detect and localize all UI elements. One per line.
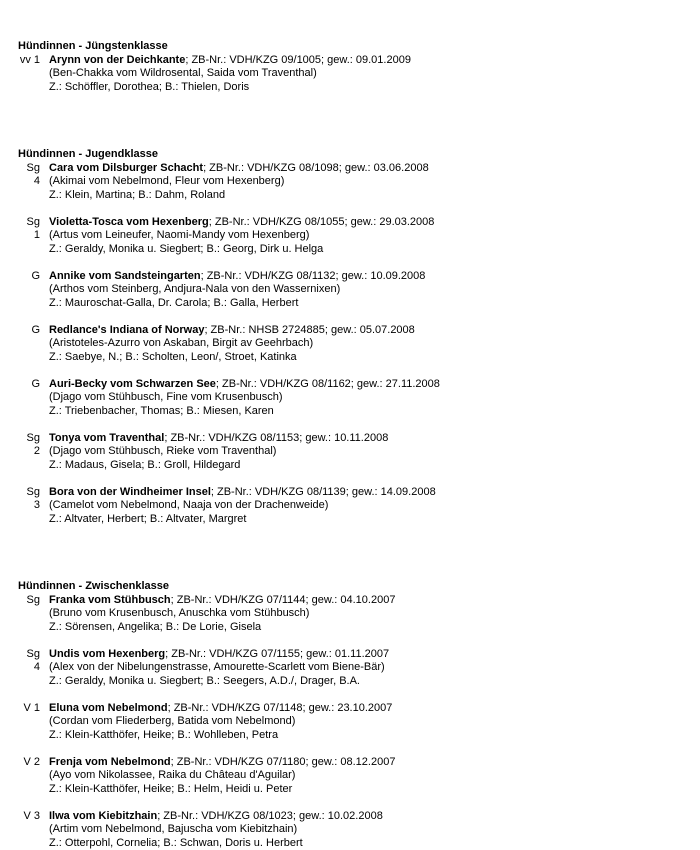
breeder-owner-line: Z.: Madaus, Gisela; B.: Groll, Hildegard bbox=[49, 458, 241, 471]
entry-main-line bbox=[49, 162, 688, 176]
dog-entry bbox=[18, 54, 688, 95]
dog-name: Arynn von der Deichkante bbox=[49, 53, 186, 66]
registration-details: ; ZB-Nr.: VDH/KZG 08/1098; gew.: 03.06.2008 bbox=[203, 161, 429, 174]
dog-name: Redlance's Indiana of Norway bbox=[49, 323, 205, 336]
registration-details: ; ZB-Nr.: VDH/KZG 09/1005; gew.: 09.01.2009 bbox=[185, 53, 411, 66]
breeder-owner-line: Z.: Otterpohl, Cornelia; B.: Schwan, Doris u. Herbert bbox=[49, 836, 303, 849]
breeder-owner-line: Z.: Altvater, Herbert; B.: Altvater, Margret bbox=[49, 512, 247, 525]
registration-details: ; ZB-Nr.: VDH/KZG 07/1155; gew.: 01.11.2007 bbox=[165, 647, 390, 660]
entry-main-line bbox=[49, 216, 688, 230]
registration-details: ; ZB-Nr.: VDH/KZG 07/1144; gew.: 04.10.2007 bbox=[170, 593, 396, 606]
dog-entry bbox=[18, 756, 688, 797]
registration-details: ; ZB-Nr.: NHSB 2724885; gew.: 05.07.2008 bbox=[204, 323, 415, 336]
registration-details: ; ZB-Nr.: VDH/KZG 08/1153; gew.: 10.11.2008 bbox=[164, 431, 389, 444]
registration-details: ; ZB-Nr.: VDH/KZG 08/1162; gew.: 27.11.2008 bbox=[215, 377, 440, 390]
breeder-owner-line: Z.: Geraldy, Monika u. Siegbert; B.: Georg, Dirk u. Helga bbox=[49, 242, 324, 255]
parents-line: (Ayo vom Nikolassee, Raika du Château d'Aguilar) bbox=[49, 769, 296, 781]
parents-line: (Artim vom Nebelmond, Bajuscha vom Kiebitzhain) bbox=[49, 823, 298, 835]
dog-name: Eluna vom Nebelmond bbox=[49, 701, 168, 714]
breeder-owner-line: Z.: Schöffler, Dorothea; B.: Thielen, Doris bbox=[49, 80, 250, 93]
entry-main-line bbox=[49, 378, 688, 392]
dog-name: Cara vom Dilsburger Schacht bbox=[49, 161, 204, 174]
dog-name: Annike vom Sandsteingarten bbox=[49, 269, 201, 282]
dog-name: Undis vom Hexenberg bbox=[49, 647, 166, 660]
parents-line: (Arthos vom Steinberg, Andjura-Nala von den Wassernixen) bbox=[49, 283, 341, 295]
dog-entry bbox=[18, 648, 688, 689]
dog-name: Violetta-Tosca vom Hexenberg bbox=[49, 215, 209, 228]
section-title: Hündinnen - Jugendklasse bbox=[18, 148, 158, 160]
class-section bbox=[18, 580, 688, 850]
dog-name: Auri-Becky vom Schwarzen See bbox=[49, 377, 216, 390]
grade-label: Sg 1 bbox=[26, 215, 40, 241]
grade-label: Sg 2 bbox=[26, 431, 40, 457]
grade-label: V 3 bbox=[23, 809, 40, 822]
parents-line: (Artus vom Leineufer, Naomi-Mandy vom Hexenberg) bbox=[49, 229, 310, 241]
parents-line: (Ben-Chakka vom Wildrosental, Saida vom Traventhal) bbox=[49, 67, 317, 79]
grade-label: V 2 bbox=[23, 755, 40, 768]
registration-details: ; ZB-Nr.: VDH/KZG 08/1132; gew.: 10.09.2008 bbox=[200, 269, 426, 282]
registration-details: ; ZB-Nr.: VDH/KZG 07/1180; gew.: 08.12.2007 bbox=[170, 755, 396, 768]
breeder-owner-line: Z.: Geraldy, Monika u. Siegbert; B.: Seegers, A.D./, Drager, B.A. bbox=[49, 674, 360, 687]
entry-main-line bbox=[49, 594, 688, 608]
entry-main-line bbox=[49, 486, 688, 500]
section-spacer bbox=[18, 526, 688, 580]
parents-line: (Akimai vom Nebelmond, Fleur vom Hexenberg) bbox=[49, 175, 285, 187]
dog-entry bbox=[18, 216, 688, 257]
entry-main-line bbox=[49, 756, 688, 770]
entry-main-line bbox=[49, 270, 688, 284]
parents-line: (Alex von der Nibelungenstrasse, Amourette-Scarlett vom Biene-Bär) bbox=[49, 661, 385, 673]
class-section bbox=[18, 148, 688, 526]
parents-line: (Cordan vom Fliederberg, Batida vom Nebelmond) bbox=[49, 715, 296, 727]
entry-main-line bbox=[49, 324, 688, 338]
grade-label: Sg bbox=[26, 593, 40, 606]
document-body bbox=[18, 40, 688, 850]
section-title: Hündinnen - Jüngstenklasse bbox=[18, 40, 168, 52]
dog-name: Tonya vom Traventhal bbox=[49, 431, 165, 444]
breeder-owner-line: Z.: Triebenbacher, Thomas; B.: Miesen, Karen bbox=[49, 404, 274, 417]
parents-line: (Bruno vom Krusenbusch, Anuschka vom Stühbusch) bbox=[49, 607, 310, 619]
registration-details: ; ZB-Nr.: VDH/KZG 08/1055; gew.: 29.03.2008 bbox=[208, 215, 435, 228]
entry-main-line bbox=[49, 54, 688, 68]
registration-details: ; ZB-Nr.: VDH/KZG 08/1139; gew.: 14.09.2008 bbox=[210, 485, 436, 498]
dog-entry bbox=[18, 432, 688, 473]
dog-name: Frenja vom Nebelmond bbox=[49, 755, 171, 768]
entry-main-line bbox=[49, 702, 688, 716]
dog-name: Bora von der Windheimer Insel bbox=[49, 485, 211, 498]
parents-line: (Djago vom Stühbusch, Rieke vom Traventhal) bbox=[49, 445, 277, 457]
dog-entry bbox=[18, 378, 688, 419]
breeder-owner-line: Z.: Mauroschat-Galla, Dr. Carola; B.: Galla, Herbert bbox=[49, 296, 299, 309]
dog-entry bbox=[18, 324, 688, 365]
dog-name: Ilwa vom Kiebitzhain bbox=[49, 809, 158, 822]
registration-details: ; ZB-Nr.: VDH/KZG 08/1023; gew.: 10.02.2008 bbox=[157, 809, 383, 822]
grade-label: Sg 4 bbox=[26, 647, 40, 673]
dog-entry bbox=[18, 162, 688, 203]
dog-entry bbox=[18, 270, 688, 311]
breeder-owner-line: Z.: Klein, Martina; B.: Dahm, Roland bbox=[49, 188, 226, 201]
class-section bbox=[18, 40, 688, 94]
section-title: Hündinnen - Zwischenklasse bbox=[18, 580, 169, 592]
dog-entry bbox=[18, 594, 688, 635]
parents-line: (Camelot vom Nebelmond, Naaja von der Drachenweide) bbox=[49, 499, 329, 511]
grade-label: vv 1 bbox=[19, 53, 40, 66]
parents-line: (Djago vom Stühbusch, Fine vom Krusenbusch) bbox=[49, 391, 283, 403]
dog-entry bbox=[18, 702, 688, 743]
breeder-owner-line: Z.: Klein-Katthöfer, Heike; B.: Helm, Heidi u. Peter bbox=[49, 782, 293, 795]
grade-label: G bbox=[31, 377, 40, 390]
breeder-owner-line: Z.: Sörensen, Angelika; B.: De Lorie, Gisela bbox=[49, 620, 262, 633]
grade-label: G bbox=[31, 323, 40, 336]
dog-entry bbox=[18, 486, 688, 527]
breeder-owner-line: Z.: Saebye, N.; B.: Scholten, Leon/, Stroet, Katinka bbox=[49, 350, 297, 363]
dog-entry bbox=[18, 810, 688, 850]
dog-name: Franka vom Stühbusch bbox=[49, 593, 171, 606]
grade-label: G bbox=[31, 269, 40, 282]
entry-main-line bbox=[49, 432, 688, 446]
grade-label: Sg 4 bbox=[26, 161, 40, 187]
breeder-owner-line: Z.: Klein-Katthöfer, Heike; B.: Wohlleben, Petra bbox=[49, 728, 279, 741]
entry-main-line bbox=[49, 648, 688, 662]
entry-main-line bbox=[49, 810, 688, 824]
grade-label: Sg 3 bbox=[26, 485, 40, 511]
grade-label: V 1 bbox=[23, 701, 40, 714]
registration-details: ; ZB-Nr.: VDH/KZG 07/1148; gew.: 23.10.2007 bbox=[167, 701, 393, 714]
parents-line: (Aristoteles-Azurro von Askaban, Birgit av Geehrbach) bbox=[49, 337, 314, 349]
section-spacer bbox=[18, 94, 688, 148]
